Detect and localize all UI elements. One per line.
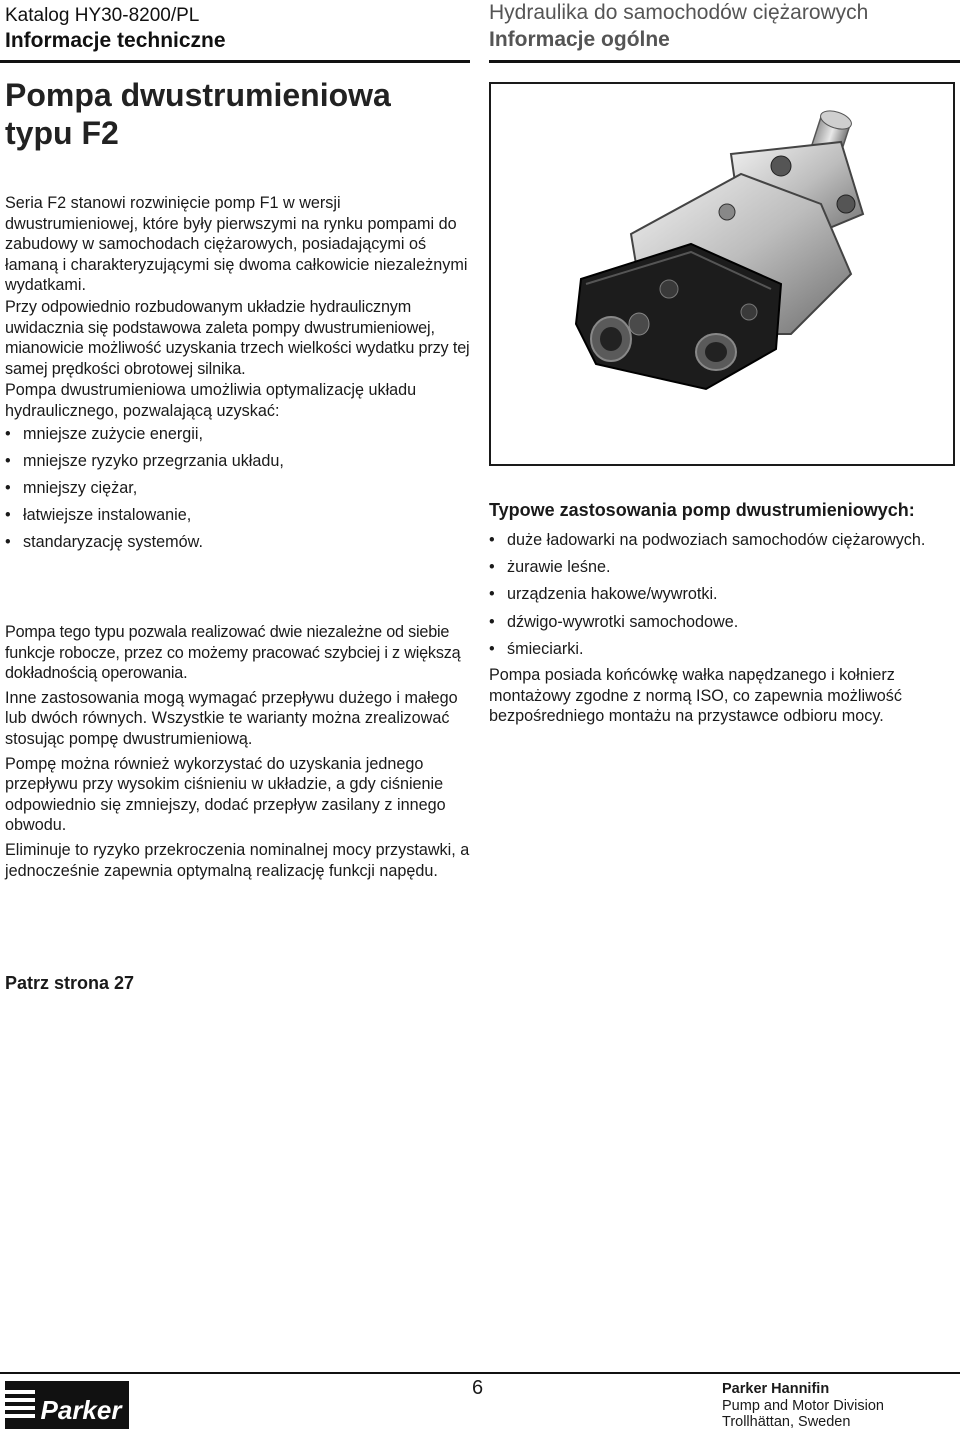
intro-paragraph-2: Przy odpowiednio rozbudowanym układzie hydraulicznym uwidacznia się podstawowa zaleta pompy dwustrumieniowej, mianowicie możliwość uzyskania trzech wielkości wydatku przy tej samej prędkości obrotowej silnika.	[5, 297, 470, 378]
header-right	[489, 0, 957, 53]
list-item: • duże ładowarki na podwoziach samochodów ciężarowych.	[489, 530, 955, 551]
list-item: • mniejsze zużycie energii,	[5, 424, 471, 445]
intro-paragraph-1: Seria F2 stanowi rozwinięcie pomp F1 w wersji dwustrumieniowej, które były pierwszymi na rynku pompami do zabudowy w samochodach ciężarowych, posiadającymi oś łamaną i charakteryzującymi się dwoma całkowicie niezależnymi wydatkami.	[5, 194, 468, 295]
header-rule-right	[489, 60, 960, 63]
list-item: • mniejsze ryzyko przegrzania układu,	[5, 451, 471, 472]
header-left	[5, 4, 475, 54]
list-item: • mniejszy ciężar,	[5, 478, 471, 499]
page-title-line2: typu F2	[5, 115, 119, 151]
footer-rule	[0, 1372, 960, 1374]
section-title: Informacje techniczne	[5, 29, 226, 52]
header-rule-left	[0, 60, 470, 63]
page-title-line1: Pompa dwustrumieniowa	[5, 77, 391, 113]
company-name: Parker Hannifin	[722, 1381, 830, 1397]
applications-closing: Pompa posiada końcówkę wałka napędzanego i kołnierz montażowy zgodne z normą ISO, co zapewnia możliwość bezpośredniego montażu na przystawce odbioru mocy.	[489, 665, 902, 726]
list-item: • dźwigo-wywrotki samochodowe.	[489, 612, 955, 633]
company-division: Pump and Motor Division	[722, 1397, 884, 1414]
category-title: Hydraulika do samochodów ciężarowych	[489, 1, 869, 24]
body-paragraph-3: Pompę można również wykorzystać do uzyskania jednego przepływu przy wysokim ciśnieniu w układzie, a gdy ciśnienie odpowiednio się zmniejszy, dodać przepływ zasilany z innego obwodu.	[5, 754, 446, 835]
company-info	[722, 1381, 884, 1431]
catalog-number: Katalog HY30-8200/PL	[5, 5, 200, 26]
list-item: • żurawie leśne.	[489, 557, 955, 578]
pump-photo-frame	[489, 82, 955, 466]
body-paragraph-1: Pompa tego typu pozwala realizować dwie niezależne od siebie funkcje robocze, przez co możemy pracować szybciej i z większą dokładnością operowania.	[5, 623, 461, 683]
list-item: • standaryzację systemów.	[5, 532, 471, 553]
benefits-list	[5, 424, 471, 553]
see-page-reference: Patrz strona 27	[5, 973, 135, 993]
page-number: 6	[472, 1377, 484, 1399]
intro-column	[5, 193, 471, 559]
page-title	[5, 76, 465, 152]
logo-wordmark: Parker	[40, 1395, 122, 1425]
body-paragraph-4: Eliminuje to ryzyko przekroczenia nominalnej mocy przystawki, a jednocześnie zapewnia optymalną realizację funkcji napędu.	[5, 840, 470, 880]
applications-heading: Typowe zastosowania pomp dwustrumieniowych:	[489, 500, 915, 520]
subsection-title: Informacje ogólne	[489, 28, 670, 51]
list-item: • łatwiejsze instalowanie,	[5, 505, 471, 526]
list-item: • śmieciarki.	[489, 639, 955, 660]
body-paragraph-2: Inne zastosowania mogą wymagać przepływu dużego i małego lub dwóch równych. Wszystkie te warianty można zrealizować stosując pompę dwustrumieniową.	[5, 688, 458, 748]
applications-list	[489, 530, 955, 659]
company-location: Trollhättan, Sweden	[722, 1414, 851, 1430]
intro-paragraph-3: Pompa dwustrumieniowa umożliwia optymalizację układu hydraulicznego, pozwalającą uzyskać:	[5, 381, 417, 420]
pump-illustration	[491, 84, 953, 464]
parker-logo	[5, 1381, 129, 1429]
applications-column	[489, 499, 955, 727]
body-column	[5, 622, 471, 881]
list-item: • urządzenia hakowe/wywrotki.	[489, 584, 955, 605]
